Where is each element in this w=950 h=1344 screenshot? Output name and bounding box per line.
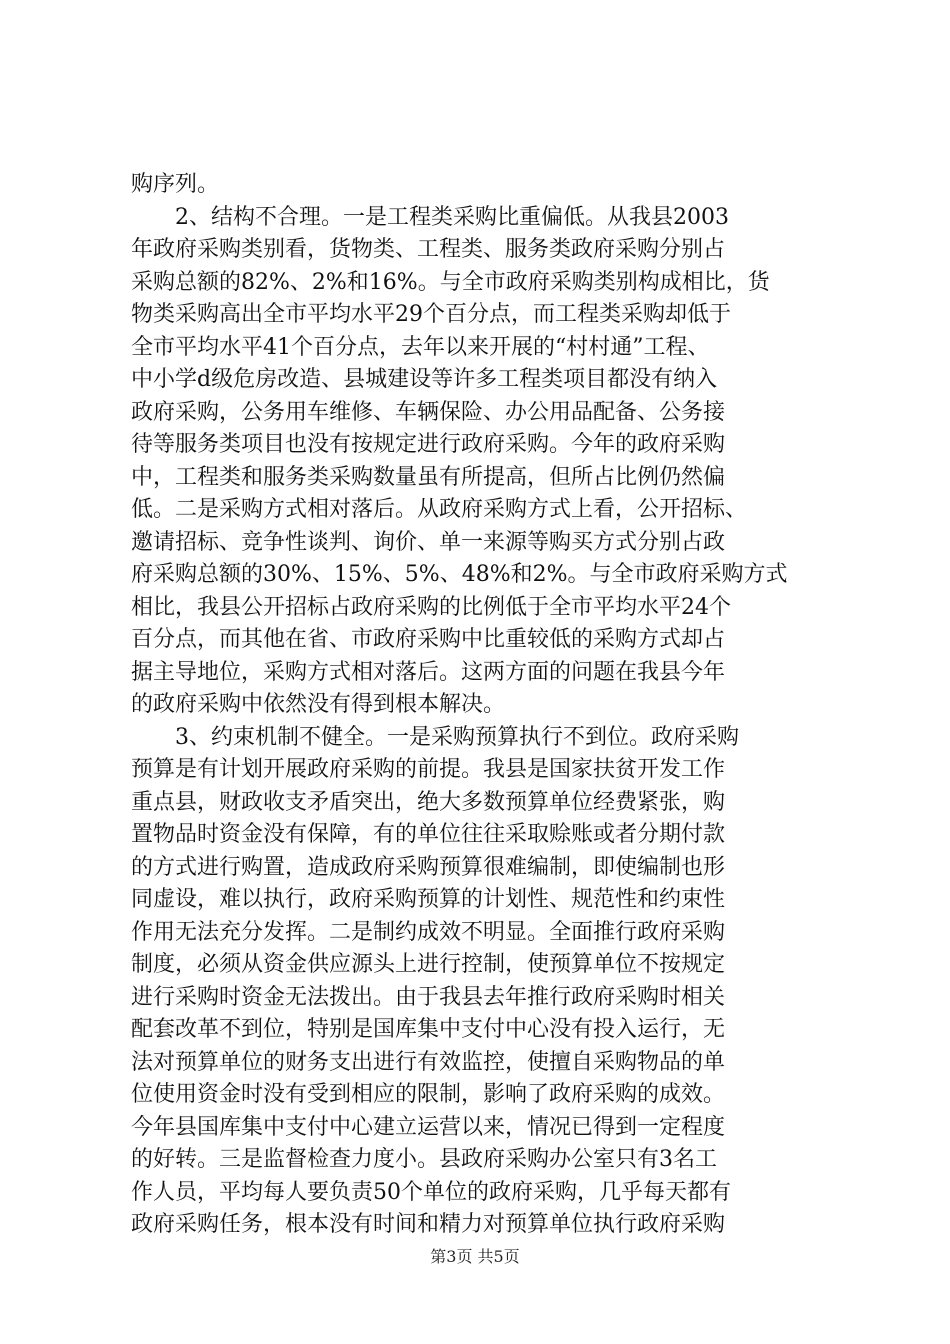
text-line: 中，工程类和服务类采购数量虽有所提高，但所占比例仍然偏 xyxy=(131,464,726,490)
text-line: 作用无法充分发挥。二是制约成效不明显。全面推行政府采购 xyxy=(131,919,726,945)
text-line: 作人员，平均每人要负责50个单位的政府采购，几乎每天都有 xyxy=(131,1179,731,1205)
text-line: 相比，我县公开招标占政府采购的比例低于全市平均水平24个 xyxy=(131,594,731,620)
text-line: 政府采购，公务用车维修、车辆保险、办公用品配备、公务接 xyxy=(131,399,726,425)
text-line: 今年县国库集中支付中心建立运营以来，情况已得到一定程度 xyxy=(131,1114,726,1140)
text-line: 置物品时资金没有保障，有的单位往往采取赊账或者分期付款 xyxy=(131,822,726,847)
text-line: 制度，必须从资金供应源头上进行控制，使预算单位不按规定 xyxy=(131,952,726,977)
text-line: 位使用资金时没有受到相应的限制，影响了政府采购的成效。 xyxy=(131,1082,726,1107)
text-line: 法对预算单位的财务支出进行有效监控，使擅自采购物品的单 xyxy=(131,1049,726,1075)
text-line: 中小学d级危房改造、县城建设等许多工程类项目都没有纳入 xyxy=(131,367,718,392)
text-line: 3、约束机制不健全。一是采购预算执行不到位。政府采购 xyxy=(175,724,739,750)
text-line: 的政府采购中依然没有得到根本解决。 xyxy=(131,692,506,717)
text-line: 百分点，而其他在省、市政府采购中比重较低的采购方式却占 xyxy=(131,627,726,652)
text-line: 预算是有计划开展政府采购的前提。我县是国家扶贫开发工作 xyxy=(131,757,726,782)
text-line: 政府采购任务，根本没有时间和精力对预算单位执行政府采购 xyxy=(131,1212,726,1237)
page-number: 第3页 共5页 xyxy=(430,1247,520,1266)
text-line: 同虚设，难以执行，政府采购预算的计划性、规范性和约束性 xyxy=(131,887,726,912)
text-line: 全市平均水平41个百分点，去年以来开展的“村村通”工程、 xyxy=(131,334,710,360)
text-line: 的好转。三是监督检查力度小。县政府采购办公室只有3名工 xyxy=(131,1147,717,1172)
text-line: 2、结构不合理。一是工程类采购比重偏低。从我县2003 xyxy=(175,204,729,230)
text-line: 进行采购时资金无法拨出。由于我县去年推行政府采购时相关 xyxy=(131,984,726,1010)
text-line: 物类采购高出全市平均水平29个百分点，而工程类采购却低于 xyxy=(131,302,731,327)
text-line: 购序列。 xyxy=(131,172,220,197)
text-line: 待等服务类项目也没有按规定进行政府采购。今年的政府采购 xyxy=(131,432,726,457)
text-line: 配套改革不到位，特别是国库集中支付中心没有投入运行，无 xyxy=(131,1017,726,1042)
text-line: 低。二是采购方式相对落后。从政府采购方式上看，公开招标、 xyxy=(131,497,748,522)
text-line: 府采购总额的30%、15%、5%、48%和2%。与全市政府采购方式 xyxy=(131,562,788,587)
text-line: 的方式进行购置，造成政府采购预算很难编制，即使编制也形 xyxy=(131,854,726,880)
text-line: 邀请招标、竞争性谈判、询价、单一来源等购买方式分别占政 xyxy=(131,529,726,555)
text-line: 年政府采购类别看，货物类、工程类、服务类政府采购分别占 xyxy=(131,237,726,262)
body-text xyxy=(131,169,831,1242)
text-line: 据主导地位，采购方式相对落后。这两方面的问题在我县今年 xyxy=(131,659,726,685)
text-line: 重点县，财政收支矛盾突出，绝大多数预算单位经费紧张，购 xyxy=(131,789,726,815)
text-line: 采购总额的82%、2%和16%。与全市政府采购类别构成相比，货 xyxy=(131,269,770,295)
